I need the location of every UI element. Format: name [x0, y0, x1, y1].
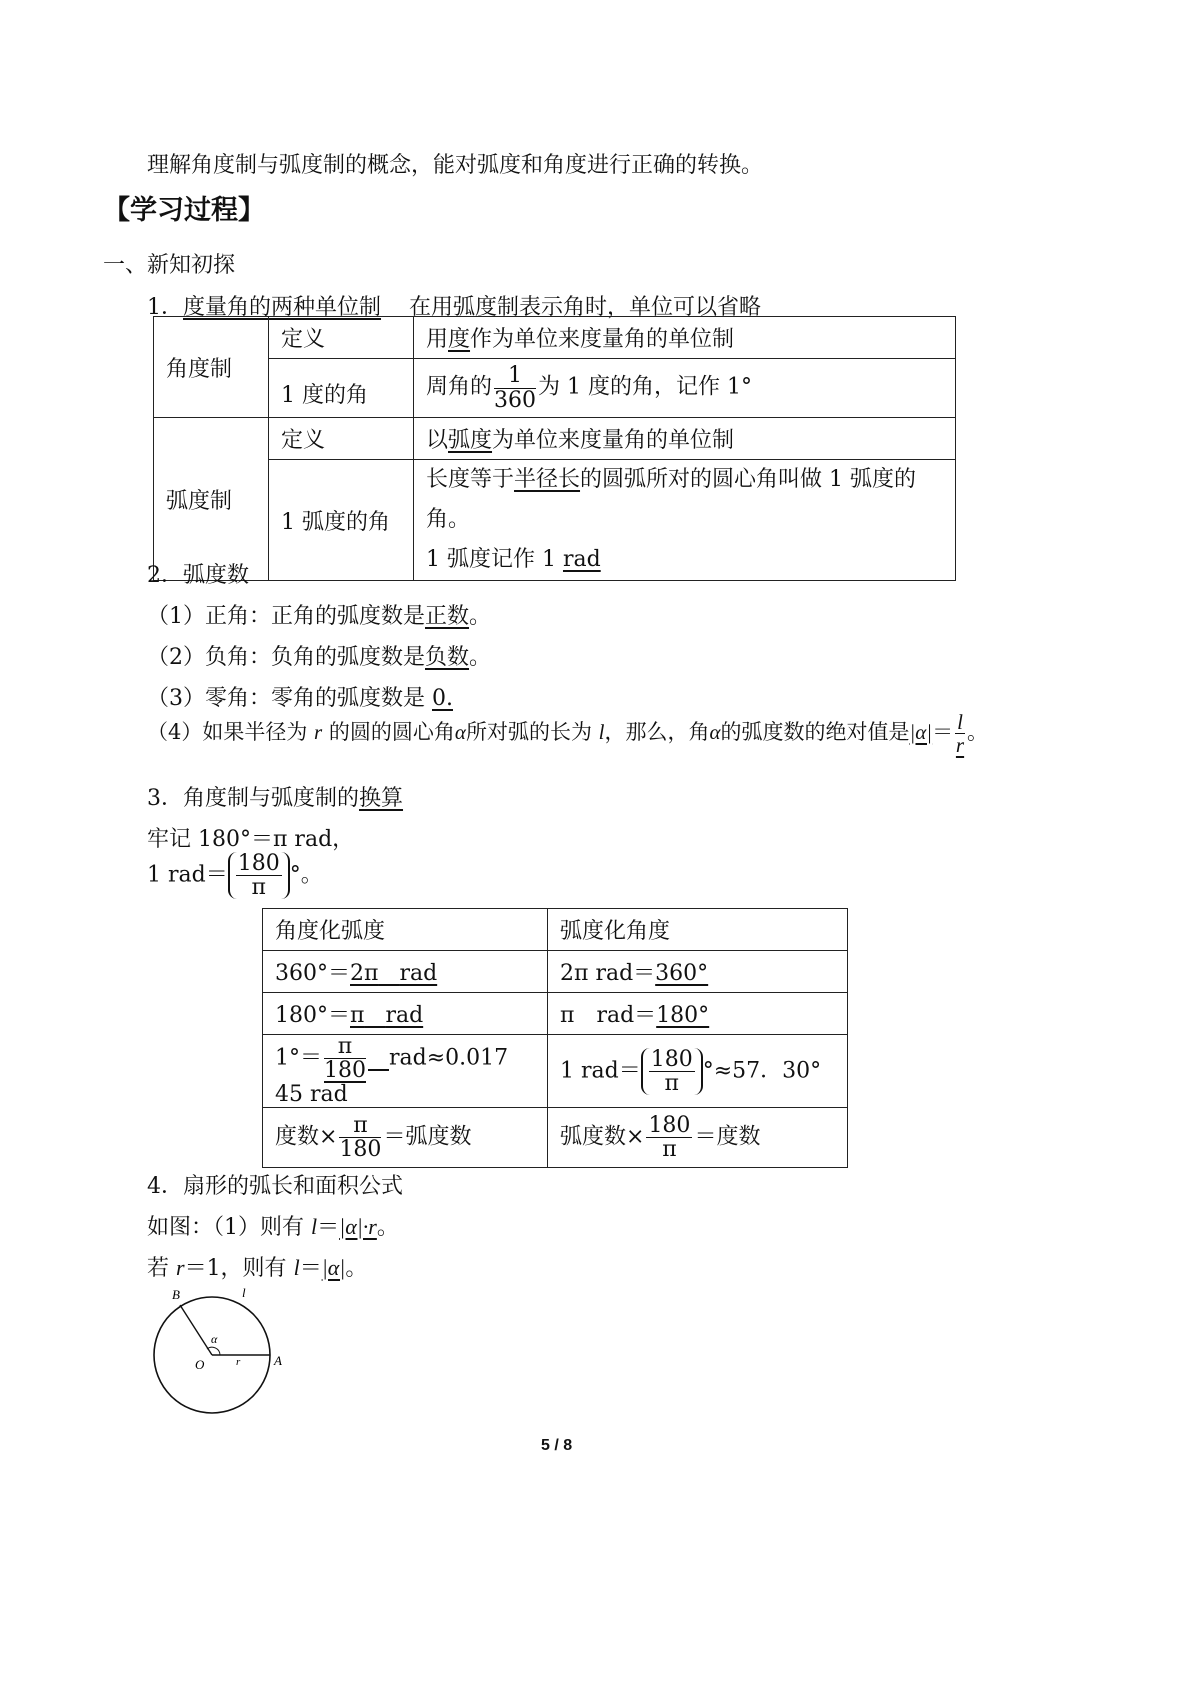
one-deg-label: 1 度的角 — [269, 359, 414, 418]
item1-title: 度量角的两种单位制 — [183, 295, 382, 320]
conv-r1c2: 2π rad＝360° — [548, 951, 848, 993]
conv-header-deg-to-rad: 角度化弧度 — [263, 909, 548, 951]
item2-p4: （4）如果半径为 r 的圆的圆心角α所对弧的长为 l，那么，角α的弧度数的绝对值是|α|＝ $\frac{l}{r}$ 。 — [147, 710, 988, 758]
rad-def-label: 定义 — [269, 418, 414, 460]
conv-header-rad-to-deg: 弧度化角度 — [548, 909, 848, 951]
item2-heading: 2．弧度数 — [147, 563, 249, 588]
intro-text: 理解角度制与弧度制的概念，能对弧度和角度进行正确的转换。 — [147, 153, 764, 178]
label-B: B — [172, 1287, 180, 1302]
label-r: r — [236, 1356, 241, 1368]
unit-system-table — [153, 316, 956, 581]
conv-r2c2: π rad＝180° — [548, 993, 848, 1035]
conv-r4c2: 弧度数× $\frac{180}{\pi}$ ＝度数 — [548, 1108, 848, 1168]
fraction-l-over-r: $\frac{l}{r}$ — [955, 710, 965, 758]
item3-line2: 1 rad＝ $\frac{180}{\pi}$ °。 — [147, 851, 323, 901]
item3-heading: 3．角度制与弧度制的换算 — [147, 786, 404, 811]
one-deg-def: 周角的 $\frac{1}{360}$ 为 1 度的角，记作 1° — [414, 359, 956, 418]
rad-def: 以弧度为单位来度量角的单位制 — [414, 418, 956, 460]
conv-r3c1: 1°＝ $\frac{\pi}{180}$ rad≈0.017 45 rad — [263, 1035, 548, 1108]
item4-line1: 如图：（1）则有 l＝|α|·r。 — [147, 1214, 399, 1240]
item2-p3: （3）零角：零角的弧度数是 0. — [147, 686, 453, 711]
paren-180-over-pi: $\frac{180}{\pi}$ — [228, 852, 290, 899]
item3-line1: 牢记 180°＝π rad， — [147, 827, 355, 852]
one-rad-def: 长度等于半径长的圆弧所对的圆心角叫做 1 弧度的角。 1 弧度记作 1 rad — [414, 460, 956, 581]
conv-r2c1: 180°＝π rad — [263, 993, 548, 1035]
conv-r1c1: 360°＝2π rad — [263, 951, 548, 993]
one-rad-label: 1 弧度的角 — [269, 460, 414, 581]
item1-note: 在用弧度制表示角时，单位可以省略 — [409, 295, 762, 320]
conv-r3c2: 1 rad＝ $\frac{180}{\pi}$ °≈57．30° — [548, 1035, 848, 1108]
item4-heading: 4．扇形的弧长和面积公式 — [147, 1174, 403, 1199]
deg-def: 用度作为单位来度量角的单位制 — [414, 317, 956, 359]
section-title: 【学习过程】 — [103, 195, 265, 225]
deg-label: 角度制 — [154, 317, 269, 418]
fraction-1-360: $\frac{1}{360}$ — [494, 363, 537, 413]
item2-p1: （1）正角：正角的弧度数是正数。 — [147, 604, 492, 629]
conv-r4c1: 度数× $\frac{\pi}{180}$ ＝弧度数 — [263, 1108, 548, 1168]
deg-def-label: 定义 — [269, 317, 414, 359]
page-number: 5 / 8 — [541, 1437, 573, 1454]
label-l: l — [242, 1285, 246, 1300]
label-O: O — [195, 1357, 205, 1372]
rad-label: 弧度制 — [154, 418, 269, 581]
radius-OB — [180, 1305, 212, 1355]
item2-p2: （2）负角：负角的弧度数是负数。 — [147, 645, 492, 670]
label-alpha: α — [211, 1332, 218, 1346]
item4-line2: 若 r＝1，则有 l＝|α|。 — [147, 1255, 368, 1281]
sector-figure — [140, 1285, 300, 1420]
label-A: A — [274, 1353, 282, 1368]
item1-num: 1． — [147, 295, 183, 320]
part-heading: 一、新知初探 — [103, 253, 236, 278]
conversion-table — [262, 908, 848, 1168]
